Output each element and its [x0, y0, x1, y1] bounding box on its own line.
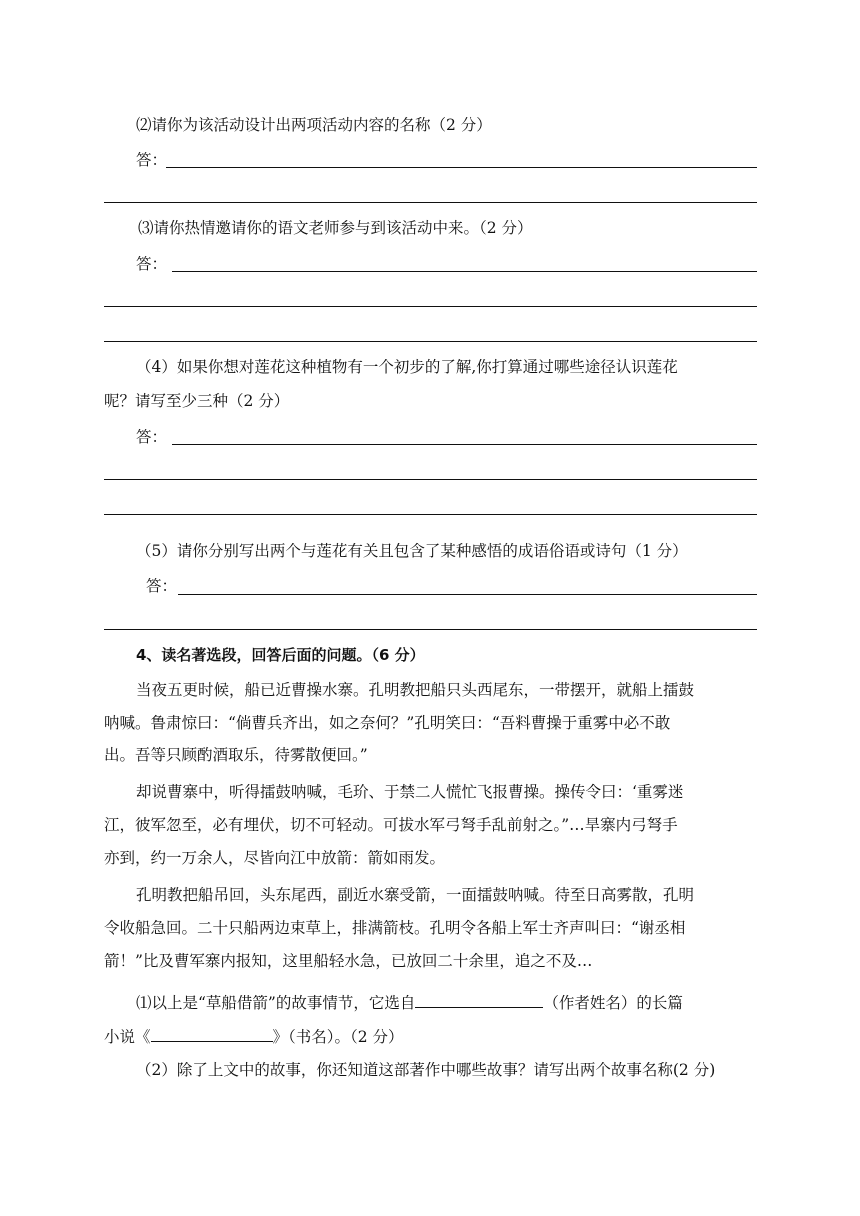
sq1-text-part2: （作者姓名）的长篇 — [543, 994, 683, 1012]
passage-p1-line-3: 出。吾等只顾酌酒取乐，待雾散便回。” — [104, 746, 368, 764]
q3-answer-label: 答： — [136, 255, 168, 273]
q2-answer-label: 答： — [136, 151, 168, 169]
sq1-text-part3: 小说《 — [104, 1028, 151, 1046]
subquestion-2: （2）除了上文中的故事，你还知道这部著作中哪些故事？请写出两个故事名称(2 分) — [136, 1061, 716, 1079]
subquestion-1-line-1 — [136, 992, 683, 1013]
q4-prompt-line-1: （4）如果你想对莲花这种植物有一个初步的了解,你打算通过哪些途径认识莲花 — [136, 358, 678, 376]
q5-prompt: （5）请你分别写出两个与莲花有关且包含了某种感悟的成语俗语或诗句（1 分） — [136, 542, 688, 560]
q2-prompt: ⑵请你为该活动设计出两项活动内容的名称（2 分） — [136, 116, 492, 134]
book-title-blank[interactable] — [151, 1026, 273, 1042]
q4-prompt-line-2: 呢？请写至少三种（2 分） — [104, 392, 290, 410]
passage-p1-line-2: 呐喊。鲁肃惊曰：“倘曹兵齐出，如之奈何？”孔明笑曰：“吾料曹操于重雾中必不敢 — [104, 714, 671, 732]
subquestion-1-line-2 — [104, 1026, 404, 1047]
q2-answer-line-1[interactable] — [166, 167, 757, 168]
q3-answer-line-2[interactable] — [104, 306, 757, 307]
q5-answer-line-1[interactable] — [178, 594, 757, 595]
q3-answer-line-1[interactable] — [172, 271, 757, 272]
q3-answer-line-3[interactable] — [104, 341, 757, 342]
passage-p1-line-1: 当夜五更时候，船已近曹操水寨。孔明教把船只头西尾东，一带摆开，就船上擂鼓 — [136, 681, 695, 699]
q5-answer-label: 答： — [146, 577, 178, 595]
q4-answer-line-3[interactable] — [104, 514, 757, 515]
q4-answer-line-1[interactable] — [172, 444, 757, 445]
passage-p3-line-1: 孔明教把船吊回，头东尾西，副近水寨受箭，一面擂鼓呐喊。待至日高雾散，孔明 — [136, 886, 695, 904]
q4-answer-label: 答： — [136, 428, 168, 446]
q2-answer-line-2[interactable] — [104, 202, 757, 203]
passage-p2-line-2: 江，彼军忽至，必有埋伏，切不可轻动。可拔水军弓弩手乱前射之。”…旱寨内弓弩手 — [104, 816, 678, 834]
q5-answer-line-2[interactable] — [104, 629, 757, 630]
sq1-text-part4: 》（书名）。（2 分） — [272, 1028, 404, 1046]
passage-p3-line-2: 令收船急回。二十只船两边束草上，排满箭枝。孔明令各船上军士齐声叫曰：“谢丞相 — [104, 919, 686, 937]
q4-answer-line-2[interactable] — [104, 479, 757, 480]
section4-heading: 4、读名著选段，回答后面的问题。（6 分） — [136, 646, 425, 664]
passage-p2-line-3: 亦到，约一万余人，尽皆向江中放箭：箭如雨发。 — [104, 849, 446, 867]
passage-p2-line-1: 却说曹寨中，听得擂鼓呐喊，毛玠、于禁二人慌忙飞报曹操。操传令曰：‘重雾迷 — [136, 783, 684, 801]
q3-prompt: ⑶请你热情邀请你的语文老师参与到该活动中来。（2 分） — [138, 219, 533, 237]
sq1-text-part1: ⑴以上是“草船借箭”的故事情节，它选自 — [136, 994, 416, 1012]
passage-p3-line-3: 箭！”比及曹军寨内报知，这里船轻水急，已放回二十余里，追之不及… — [104, 952, 593, 970]
author-name-blank[interactable] — [415, 992, 543, 1008]
